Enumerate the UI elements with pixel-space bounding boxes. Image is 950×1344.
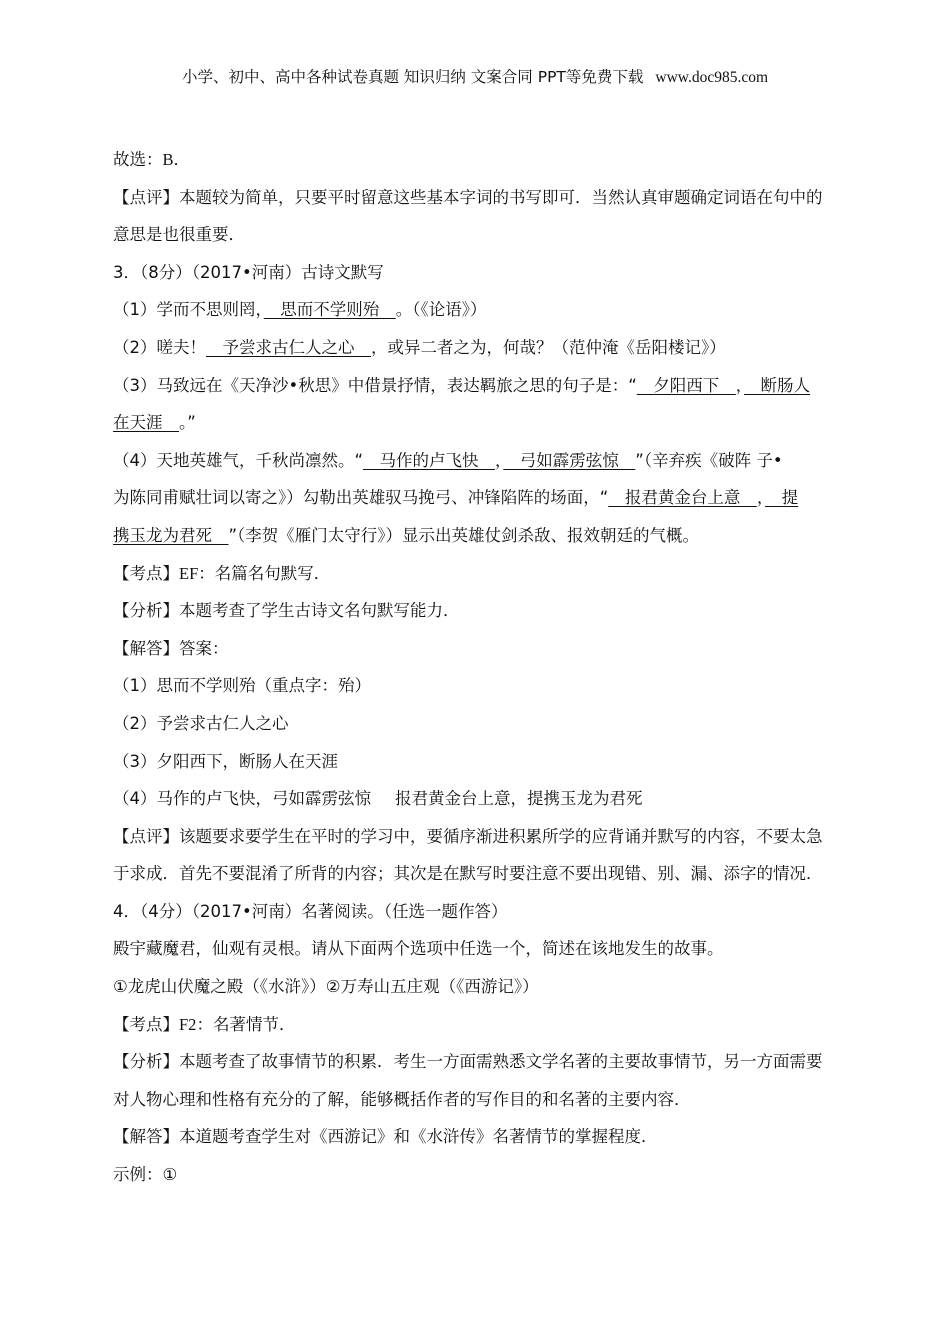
question-4-heading <box>113 893 843 931</box>
q4-intro: 殿宇藏魔君，仙观有灵根。请从下面两个选项中任选一个，简述在该地发生的故事。 <box>113 939 724 959</box>
question-title: 古诗文默写 <box>301 262 384 282</box>
fill-answer: 提 <box>765 488 799 508</box>
fill-answer: 思而不学则殆 <box>263 300 396 320</box>
question-number: 4．（4分） <box>113 901 192 921</box>
fill-answer: 断肠人 <box>744 375 811 395</box>
q3-item-3-line-2: 在天涯 。” <box>113 413 196 433</box>
q3-item-3-line-1: （3）马致远在《天净沙•秋思》中借景抒情，表达羁旅之思的句子是：“ 夕阳西下 ， 断肠人 <box>113 375 811 395</box>
question-title: 名著阅读。（任选一题作答） <box>301 901 508 921</box>
q4-kaodian: 【考点】F2：名著情节． <box>113 1014 296 1034</box>
question-number: 3．（8分） <box>113 262 192 282</box>
q3-item-4-line-1: （4）天地英雄气，千秋尚凛然。“ 马作的卢飞快 ， 弓如霹雳弦惊 ”（辛弃疾《破阵 子• <box>113 450 783 470</box>
comment-line-1: 【点评】本题较为简单，只要平时留意这些基本字词的书写即可．当然认真审题确定词语在句中的 <box>113 187 823 207</box>
q3-answer-2: （2）予尝求古仁人之心 <box>113 713 289 733</box>
q3-answer-4: （4）马作的卢飞快，弓如霹雳弦惊 报君黄金台上意，提携玉龙为君死 <box>113 789 643 809</box>
fill-answer: 予尝求古仁人之心 <box>206 337 371 357</box>
question-3-heading <box>113 254 843 292</box>
q4-example: 示例：① <box>113 1165 178 1185</box>
page-header <box>0 66 950 89</box>
fill-answer: 报君黄金台上意 <box>608 488 757 508</box>
q3-item-1: （1）学而不思则罔， 思而不学则殆 。（《论语》） <box>113 300 487 320</box>
comment-line-2: 意思是也很重要． <box>113 225 245 245</box>
fill-answer: 在天涯 <box>113 413 179 433</box>
q3-answer-1: （1）思而不学则殆（重点字：殆） <box>113 676 371 696</box>
q4-fenxi-1: 【分析】本题考查了故事情节的积累．考生一方面需熟悉文学名著的主要故事情节，另一方面需要 <box>113 1052 823 1072</box>
q4-jieda: 【解答】本道题考查学生对《西游记》和《水浒传》名著情节的掌握程度． <box>113 1127 658 1147</box>
question-source: （2017•河南） <box>191 262 302 282</box>
header-url: www.doc985.com <box>655 69 769 86</box>
fill-answer: 弓如霹雳弦惊 <box>503 450 636 470</box>
header-text: 小学、初中、高中各种试卷真题 知识归纳 文案合同 PPT等免费下载 <box>181 68 644 86</box>
q3-kaodian: 【考点】EF：名篇名句默写． <box>113 563 331 583</box>
document-body <box>113 141 843 1194</box>
question-source: （2017•河南） <box>191 901 302 921</box>
fill-answer: 夕阳西下 <box>636 375 736 395</box>
q3-dianping-2: 于求成．首先不要混淆了所背的内容；其次是在默写时要注意不要出现错、别、漏、添字的情况． <box>113 864 823 884</box>
q3-item-2: （2）嗟夫！ 予尝求古仁人之心 ，或异二者之为，何哉？（范仲淹《岳阳楼记》） <box>113 337 726 357</box>
fill-answer: 马作的卢飞快 <box>363 450 496 470</box>
q3-jieda: 【解答】答案： <box>113 638 229 658</box>
q3-dianping-1: 【点评】该题要求要学生在平时的学习中，要循序渐进积累所学的应背诵并默写的内容，不要太急 <box>113 826 823 846</box>
q3-fenxi: 【分析】本题考查了学生古诗文名句默写能力． <box>113 601 460 621</box>
q3-item-4-line-2: 为陈同甫赋壮词以寄之》）勾勒出英雄驭马挽弓、冲锋陷阵的场面，“ 报君黄金台上意 ， 提 <box>113 488 799 508</box>
fill-answer: 携玉龙为君死 <box>113 525 229 545</box>
q3-item-4-line-3: 携玉龙为君死 ”（李贺《雁门太守行》）显示出英雄仗剑杀敌、报效朝廷的气概。 <box>113 525 700 545</box>
q3-answer-3: （3）夕阳西下，断肠人在天涯 <box>113 751 338 771</box>
q4-fenxi-2: 对人物心理和性格有充分的了解，能够概括作者的写作目的和名著的主要内容． <box>113 1089 691 1109</box>
answer-choice-line: 故选：B． <box>113 150 191 169</box>
answer-choice: B． <box>162 150 191 169</box>
q4-options: ①龙虎山伏魔之殿（《水浒》）②万寿山五庄观（《西游记》） <box>113 977 539 997</box>
